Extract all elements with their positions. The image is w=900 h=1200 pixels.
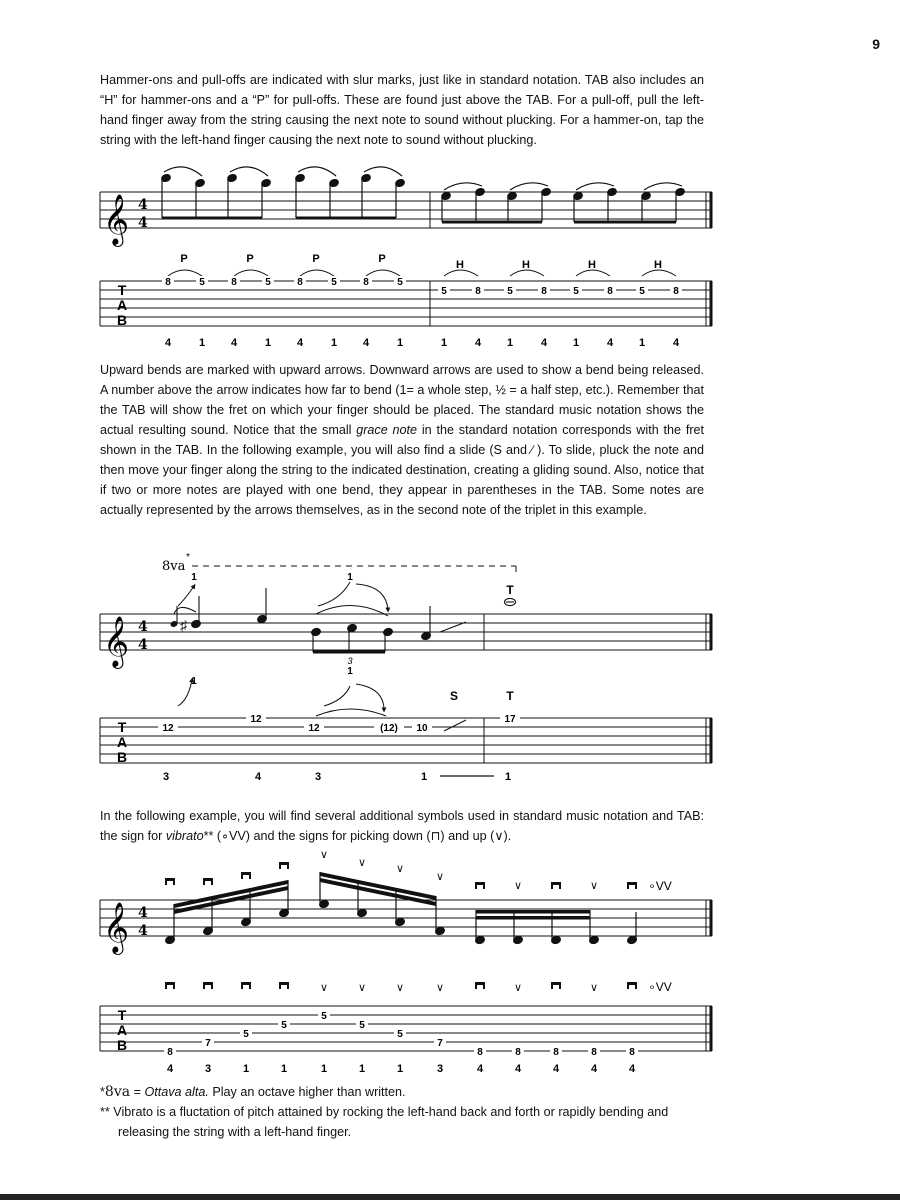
pick-up-icon: ∨: [513, 982, 523, 994]
example-2-standard-staff: [100, 552, 712, 669]
tab-letter-a: A: [116, 1022, 128, 1038]
tab-fret: 12: [308, 723, 320, 734]
finger-number: 4: [672, 337, 680, 349]
time-sig-top: 4: [138, 619, 148, 635]
ottava-sign: 8va: [162, 559, 186, 574]
footnotes: [100, 1082, 706, 1142]
pulloff-label: P: [312, 253, 320, 265]
pick-direction-standard: [165, 849, 672, 893]
hammeron-label: H: [654, 259, 662, 271]
pick-up-icon: ∨: [395, 863, 405, 875]
finger-number: 4: [254, 771, 262, 783]
example-3-standard-staff: [100, 849, 712, 955]
tab-fret: 5: [359, 1020, 365, 1031]
finger-number: 1: [280, 1063, 288, 1075]
tab-fret: 8: [673, 286, 679, 297]
time-sig-top: 4: [138, 197, 148, 213]
example-3-tab-staff: [100, 980, 712, 1075]
page-bottom-border: [0, 1194, 900, 1200]
pick-up-icon: ∨: [589, 880, 599, 892]
finger-number: 3: [162, 771, 170, 783]
finger-number: 1: [330, 337, 338, 349]
pick-direction-tab: [165, 980, 672, 994]
bends-text-2: in the standard notation corresponds with the fret shown in the TAB. In the following example, you will also find a slide (S and ∕ ). To slide, pluck the note and then move your finger along the string to the indicated destination, creating a gliding sound. Also, notice that if two or more notes are played with one bend, they appear in parentheses in the TAB. Some notes are actually represented by the arrows themselves, as in the second note of the triplet in this example.: [100, 423, 705, 517]
tab-fret: 5: [507, 286, 513, 297]
finger-number: 1: [506, 337, 514, 349]
tab-fret: 8: [591, 1047, 597, 1058]
hammeron-label: H: [522, 259, 530, 271]
tap-marker-standard: T: [506, 583, 514, 597]
tab-letter-b: B: [116, 312, 128, 328]
svg-text:♯: ♯: [180, 617, 187, 633]
finger-number: 1: [638, 337, 646, 349]
ottava-alta-term: Ottava alta.: [144, 1085, 209, 1099]
finger-number: 1: [572, 337, 580, 349]
treble-clef-icon: 𝄞: [103, 902, 130, 953]
tab-fret: 8: [165, 277, 171, 288]
time-sig-bottom: 4: [138, 923, 148, 939]
finger-number: 1: [320, 1063, 328, 1075]
pulloff-label: P: [246, 253, 254, 265]
tab-fret: 8: [475, 286, 481, 297]
page-number: 9: [872, 36, 880, 52]
finger-number: 4: [296, 337, 304, 349]
pick-up-icon: ∨: [589, 982, 599, 994]
finger-number: 1: [440, 337, 448, 349]
pick-up-icon: ∨: [513, 880, 523, 892]
footnote-vibrato: ** Vibrato is a fluctation of pitch attained by rocking the left-hand back and forth or rapidly bending and releasing the string with a left-hand finger.: [100, 1105, 669, 1139]
finger-number: 1: [396, 1063, 404, 1075]
pick-up-icon: ∨: [435, 982, 445, 994]
bend-amount: 1: [191, 572, 197, 583]
tab-letter-t: T: [117, 719, 127, 735]
tab-fret: 5: [281, 1020, 287, 1031]
treble-clef-icon: 𝄞: [103, 194, 130, 245]
tab-fret: 5: [321, 1011, 327, 1022]
tab-letter-b: B: [116, 749, 128, 765]
symbols-text-2: ** (∘VV) and the signs for picking down (⊓) and up (∨).: [203, 829, 512, 843]
finger-number: 4: [166, 1063, 174, 1075]
bend-amount: 1: [347, 666, 353, 677]
pick-up-icon: ∨: [395, 982, 405, 994]
example-1-tab-staff: [100, 253, 712, 349]
finger-number: 3: [436, 1063, 444, 1075]
finger-number: 4: [552, 1063, 560, 1075]
tab-fret: 12: [250, 714, 262, 725]
tab-fret: 5: [441, 286, 447, 297]
tab-fret: 8: [167, 1047, 173, 1058]
finger-number: 1: [242, 1063, 250, 1075]
tab-fret: 8: [297, 277, 303, 288]
tab-fret: 5: [265, 277, 271, 288]
tab-letter-b: B: [116, 1037, 128, 1053]
tab-fret: 5: [639, 286, 645, 297]
finger-number: 4: [590, 1063, 598, 1075]
finger-number: 4: [230, 337, 238, 349]
tab-fret: 8: [541, 286, 547, 297]
finger-number: 1: [396, 337, 404, 349]
tab-fret: 8: [607, 286, 613, 297]
time-sig-bottom: 4: [138, 215, 148, 231]
tab-fret: 8: [553, 1047, 559, 1058]
ottava-footnote-mark: *: [186, 552, 190, 563]
finger-number: 4: [540, 337, 548, 349]
finger-number: 3: [314, 771, 322, 783]
finger-number: 4: [514, 1063, 522, 1075]
ottava-symbol: 8va: [104, 1084, 131, 1100]
tab-letter-a: A: [116, 734, 128, 750]
vibrato-sign: ∘VV: [648, 879, 672, 893]
tab-fret: 5: [331, 277, 337, 288]
vibrato-sign: ∘VV: [648, 980, 672, 994]
vibrato-emphasis: vibrato: [165, 829, 204, 843]
pick-up-icon: ∨: [319, 849, 329, 861]
hammeron-label: H: [588, 259, 596, 271]
tap-label: T: [506, 689, 514, 703]
tab-letter-t: T: [117, 282, 127, 298]
bend-amount: 1: [191, 676, 197, 687]
tab-fret: 8: [477, 1047, 483, 1058]
tab-letter-a: A: [116, 297, 128, 313]
tab-fret: 7: [205, 1038, 211, 1049]
tab-fret: 17: [504, 714, 516, 725]
symbols-text-1: In the following example, you will find several additional symbols used in standard music notation and TAB: the sign for: [100, 809, 704, 843]
tab-fret: 5: [573, 286, 579, 297]
example-1-notes: [161, 173, 686, 200]
footnote-ottava: [100, 1082, 706, 1102]
example-1-standard-staff: [100, 167, 712, 247]
finger-number: 1: [198, 337, 206, 349]
finger-number: 1: [358, 1063, 366, 1075]
time-sig-top: 4: [138, 905, 148, 921]
hammeron-label: H: [456, 259, 464, 271]
slide-label: S: [449, 689, 459, 703]
finger-number: 4: [628, 1063, 636, 1075]
finger-number: 4: [362, 337, 370, 349]
grace-note-emphasis: grace note: [356, 423, 418, 437]
pick-up-icon: ∨: [357, 982, 367, 994]
tab-fret: 5: [199, 277, 205, 288]
tab-fret: 5: [397, 277, 403, 288]
tab-fret: 7: [437, 1038, 443, 1049]
finger-number: 1: [264, 337, 272, 349]
finger-number: 4: [476, 1063, 484, 1075]
tab-letter-t: T: [117, 1007, 127, 1023]
finger-number: 3: [204, 1063, 212, 1075]
pulloff-label: P: [180, 253, 188, 265]
pick-up-icon: ∨: [319, 982, 329, 994]
tab-fret: 5: [243, 1029, 249, 1040]
example-2-tab-staff: [100, 656, 712, 783]
intro-paragraph-hammer-pull: Hammer-ons and pull-offs are indicated with slur marks, just like in standard notation. TAB also includes an “H” for hammer-ons and a “P” for pull-offs. These are found just above the TAB. For a pull-off, pull the left-hand finger away from the string causing the next note to sound without plucking. For a hammer-on, tap the string with the left-hand finger causing the next note to sound without plucking.: [100, 73, 704, 147]
triplet-marker: 3: [347, 656, 353, 666]
pulloff-label: P: [378, 253, 386, 265]
bend-amount: 1: [347, 572, 353, 583]
pick-up-icon: ∨: [357, 857, 367, 869]
pick-up-icon: ∨: [435, 871, 445, 883]
treble-clef-icon: 𝄞: [103, 616, 130, 667]
finger-number: 4: [606, 337, 614, 349]
tab-fret: 8: [629, 1047, 635, 1058]
time-sig-bottom: 4: [138, 637, 148, 653]
finger-number: 4: [474, 337, 482, 349]
footnote-mark: *: [100, 1085, 105, 1099]
tab-fret: 12: [162, 723, 174, 734]
tab-fret: 8: [515, 1047, 521, 1058]
tab-fret: 10: [416, 723, 428, 734]
finger-number: 4: [164, 337, 172, 349]
tab-fret: 8: [363, 277, 369, 288]
tab-fret: 8: [231, 277, 237, 288]
equals: =: [130, 1085, 145, 1099]
finger-number: 1: [504, 771, 512, 783]
tab-fret: 5: [397, 1029, 403, 1040]
tab-fret: (12): [380, 723, 398, 734]
finger-number: 1: [420, 771, 428, 783]
bends-text-1: Upward bends are marked with upward arrows. Downward arrows are used to show a bend being released. A number above the arrow indicates how far to bend (1= a whole step, ½ = a half step, etc.). Remember that the TAB will show the fret on which your finger should be placed. The standard music notation shows the actual resulting sound. Notice that the small: [100, 363, 704, 437]
footnote-ottava-text: Play an octave higher than written.: [208, 1085, 406, 1099]
